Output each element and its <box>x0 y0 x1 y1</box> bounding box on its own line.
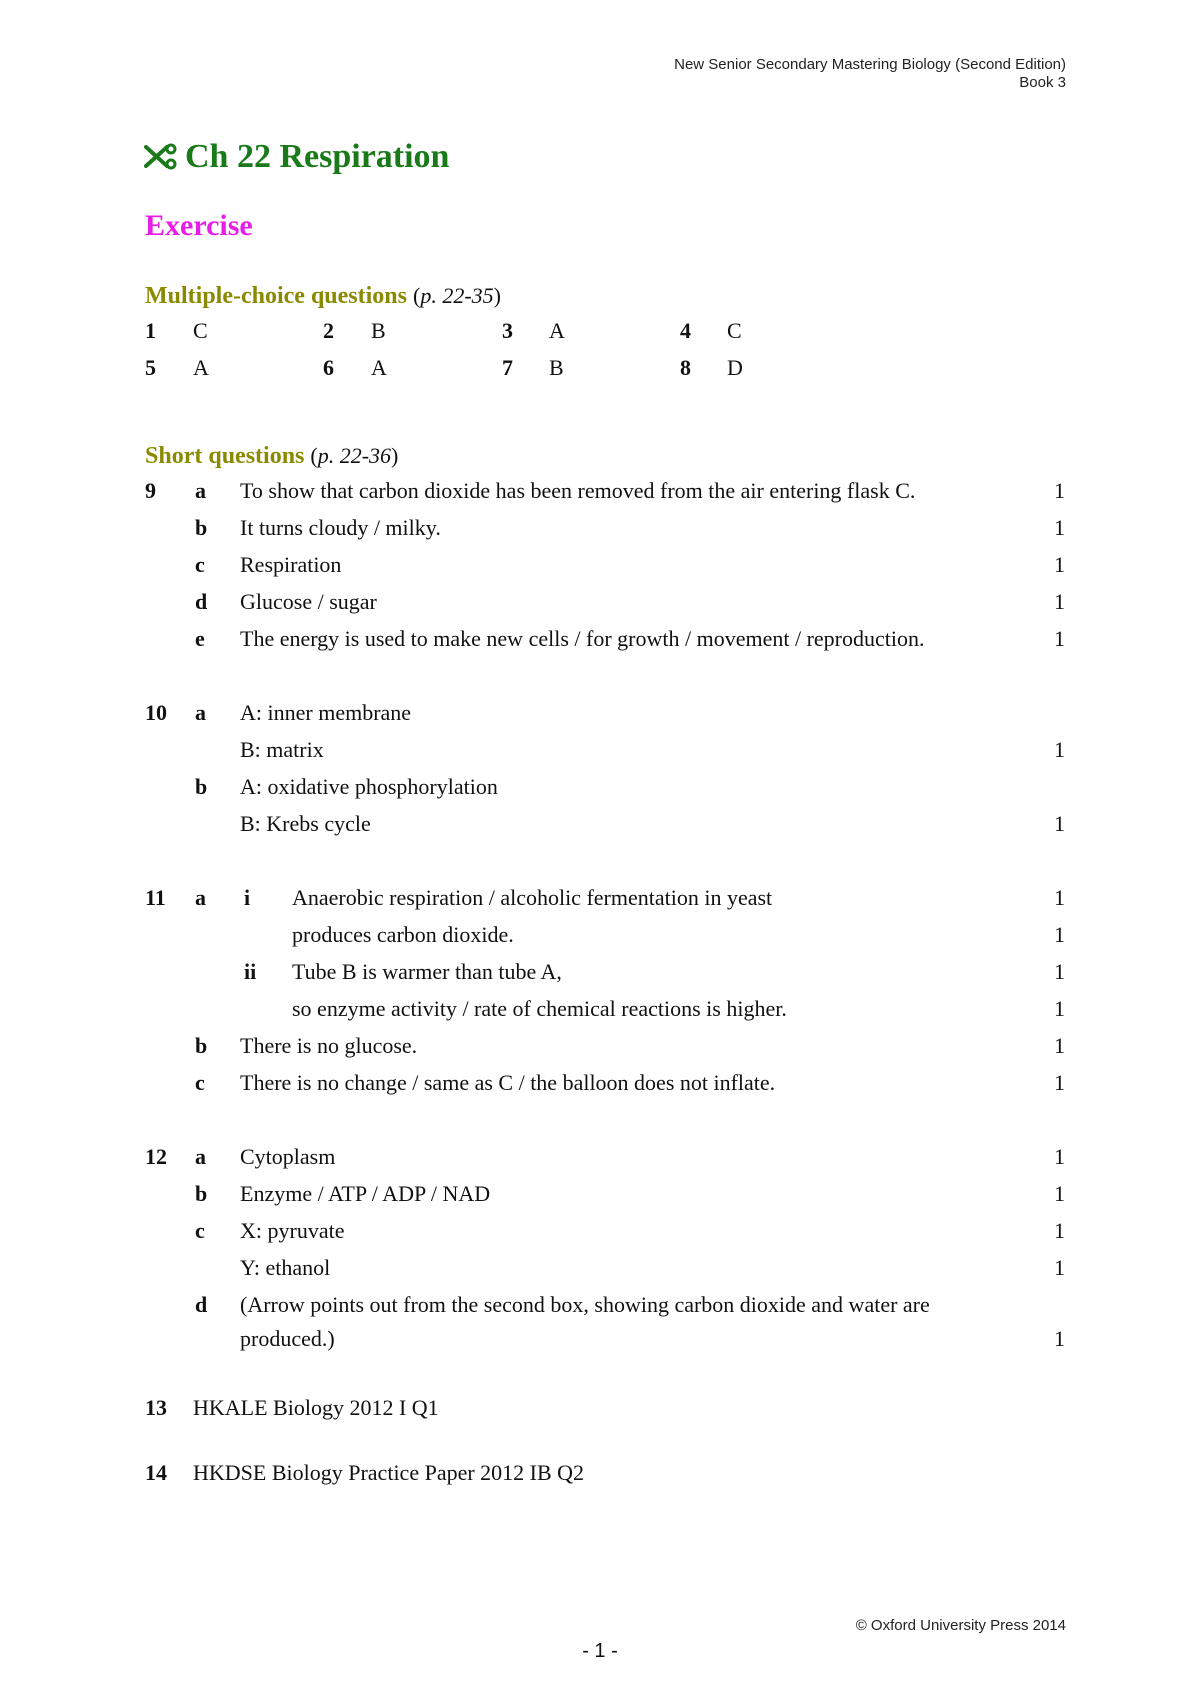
answer-line <box>0 994 1200 1024</box>
mark: 1 <box>1054 1218 1065 1243</box>
mc-question-number: 6 <box>323 355 334 380</box>
mc-section-heading <box>145 283 501 310</box>
part-label: c <box>195 1218 205 1243</box>
short-heading-text: Short questions <box>145 443 305 469</box>
question-number: 10 <box>145 700 167 725</box>
mark: 1 <box>1054 922 1065 947</box>
mc-question-number: 2 <box>323 318 334 343</box>
mc-answer: C <box>727 318 742 343</box>
page-number: - 1 - <box>582 1640 618 1662</box>
mc-question-number: 7 <box>502 355 513 380</box>
header-line-1: New Senior Secondary Mastering Biology (Second Edition) <box>674 56 1066 73</box>
mc-answer: B <box>371 318 386 343</box>
answer-text: (Arrow points out from the second box, showing carbon dioxide and water are <box>240 1292 930 1317</box>
answer-line <box>0 772 1200 802</box>
answer-text: so enzyme activity / rate of chemical reactions is higher. <box>292 996 787 1021</box>
mc-answer: B <box>549 355 564 380</box>
answer-text: There is no glucose. <box>240 1033 418 1058</box>
mc-question-number: 5 <box>145 355 156 380</box>
mark: 1 <box>1054 515 1065 540</box>
part-label: b <box>195 1033 208 1058</box>
mc-answer: D <box>727 355 743 380</box>
answer-text: Respiration <box>240 552 342 577</box>
mark: 1 <box>1054 1181 1065 1206</box>
mark: 1 <box>1054 885 1065 910</box>
answer-line <box>0 476 1200 506</box>
mark: 1 <box>1054 478 1065 503</box>
answer-line <box>0 1142 1200 1172</box>
part-label: b <box>195 515 208 540</box>
subpart-label: ii <box>244 959 257 984</box>
part-label: c <box>195 1070 205 1095</box>
answer-text: produced.) <box>240 1326 335 1351</box>
mark: 1 <box>1054 1144 1065 1169</box>
mark: 1 <box>1054 1033 1065 1058</box>
chapter-title: Ch 22 Respiration <box>185 138 450 175</box>
answer-line <box>0 1031 1200 1061</box>
answer-line <box>0 1179 1200 1209</box>
answer-text: Enzyme / ATP / ADP / NAD <box>240 1181 491 1206</box>
question-number: 13 <box>145 1395 167 1420</box>
answer-line <box>0 1458 1200 1488</box>
mark: 1 <box>1054 996 1065 1021</box>
header-line-2: Book 3 <box>1019 74 1066 91</box>
part-label: d <box>195 589 208 614</box>
answer-line <box>0 957 1200 987</box>
part-label: e <box>195 626 205 651</box>
answer-text: It turns cloudy / milky. <box>240 515 441 540</box>
part-label: a <box>195 885 206 910</box>
answer-text: Cytoplasm <box>240 1144 336 1169</box>
mc-page-ref: (p. 22-35) <box>413 283 501 308</box>
mc-answer: A <box>193 355 209 380</box>
question-number: 9 <box>145 478 156 503</box>
answer-text: Y: ethanol <box>240 1255 331 1280</box>
answer-line <box>0 624 1200 654</box>
answer-line <box>0 550 1200 580</box>
mc-question-number: 3 <box>502 318 513 343</box>
chapter-title-row <box>143 138 449 176</box>
answer-line <box>0 735 1200 765</box>
answer-text: Glucose / sugar <box>240 589 377 614</box>
mc-answer: A <box>371 355 387 380</box>
answer-text: HKDSE Biology Practice Paper 2012 IB Q2 <box>193 1460 585 1485</box>
answer-line <box>0 1253 1200 1283</box>
mc-answer: C <box>193 318 208 343</box>
question-number: 12 <box>145 1144 167 1169</box>
subpart-label: i <box>244 885 251 910</box>
answer-text: Anaerobic respiration / alcoholic fermentation in yeast <box>292 885 773 910</box>
mc-question-number: 1 <box>145 318 156 343</box>
answer-line <box>0 809 1200 839</box>
answer-text: Tube B is warmer than tube A, <box>292 959 562 984</box>
running-header <box>674 56 1066 92</box>
copyright-footer: © Oxford University Press 2014 <box>855 1617 1066 1634</box>
part-label: c <box>195 552 205 577</box>
part-label: a <box>195 700 206 725</box>
mc-answer: A <box>549 318 565 343</box>
mark: 1 <box>1054 959 1065 984</box>
scissors-icon <box>143 142 177 172</box>
answer-text: A: inner membrane <box>240 700 412 725</box>
mark: 1 <box>1054 1326 1065 1351</box>
answer-line <box>0 1216 1200 1246</box>
question-number: 11 <box>145 885 166 910</box>
answer-text: A: oxidative phosphorylation <box>240 774 498 799</box>
mark: 1 <box>1054 589 1065 614</box>
mc-heading-text: Multiple-choice questions <box>145 283 407 309</box>
answer-text: produces carbon dioxide. <box>292 922 514 947</box>
part-label: b <box>195 774 208 799</box>
part-label: b <box>195 1181 208 1206</box>
answer-text: B: Krebs cycle <box>240 811 371 836</box>
answer-line <box>0 513 1200 543</box>
answer-line <box>0 1393 1200 1423</box>
exercise-heading: Exercise <box>145 209 253 242</box>
question-number: 14 <box>145 1460 167 1485</box>
mc-question-number: 4 <box>680 318 691 343</box>
answer-text: X: pyruvate <box>240 1218 345 1243</box>
answer-line <box>0 587 1200 617</box>
answer-text: There is no change / same as C / the balloon does not inflate. <box>240 1070 776 1095</box>
answer-text: B: matrix <box>240 737 324 762</box>
part-label: a <box>195 478 206 503</box>
part-label: d <box>195 1292 208 1317</box>
answer-line <box>0 1068 1200 1098</box>
answer-text: To show that carbon dioxide has been removed from the air entering flask C. <box>240 478 916 503</box>
answer-line <box>0 1290 1200 1320</box>
mark: 1 <box>1054 1255 1065 1280</box>
mark: 1 <box>1054 811 1065 836</box>
answer-line <box>0 920 1200 950</box>
answer-line <box>0 883 1200 913</box>
mark: 1 <box>1054 552 1065 577</box>
mc-question-number: 8 <box>680 355 691 380</box>
answer-line <box>0 698 1200 728</box>
mark: 1 <box>1054 737 1065 762</box>
part-label: a <box>195 1144 206 1169</box>
short-section-heading <box>145 443 398 470</box>
mark: 1 <box>1054 1070 1065 1095</box>
answer-text: The energy is used to make new cells / for growth / movement / reproduction. <box>240 626 925 651</box>
short-page-ref: (p. 22-36) <box>310 443 399 468</box>
answer-text: HKALE Biology 2012 I Q1 <box>193 1395 439 1420</box>
answer-line <box>0 1324 1200 1354</box>
mark: 1 <box>1054 626 1065 651</box>
